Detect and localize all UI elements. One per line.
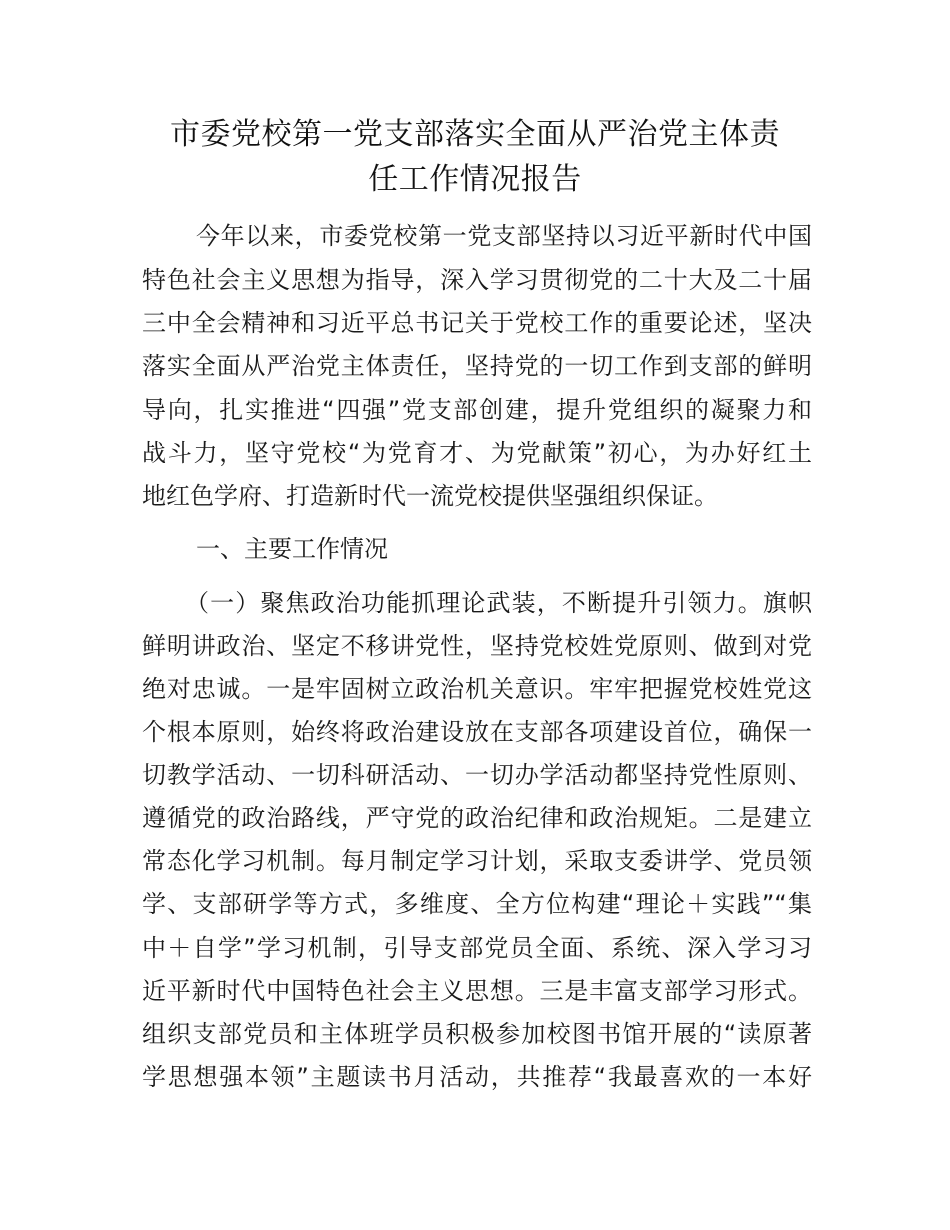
paragraph-subsection-line: 绝对忠诚。一是牢固树立政治机关意识。牢牢把握党校姓党这 bbox=[142, 675, 812, 703]
document-title-line-2: 任工作情况报告 bbox=[368, 162, 582, 197]
paragraph-subsection-line: 组织支部党员和主体班学员积极参加校图书馆开展的“读原著 bbox=[142, 1020, 812, 1048]
paragraph-subsection-line: 中＋自学”学习机制，引导支部党员全面、系统、深入学习习 bbox=[142, 934, 812, 962]
paragraph-subsection-line: （一）聚焦政治功能抓理论武装，不断提升引领力。旗帜 bbox=[185, 589, 812, 617]
paragraph-subsection-line: 学、支部研学等方式，多维度、全方位构建“理论＋实践”“集 bbox=[142, 890, 812, 918]
paragraph-subsection-line: 遵循党的政治路线，严守党的政治纪律和政治规矩。二是建立 bbox=[142, 804, 812, 832]
paragraph-intro-line: 特色社会主义思想为指导，深入学习贯彻党的二十大及二十届 bbox=[142, 266, 812, 294]
paragraph-intro-line: 落实全面从严治党主体责任，坚持党的一切工作到支部的鲜明 bbox=[142, 352, 812, 380]
paragraph-subsection-line: 近平新时代中国特色社会主义思想。三是丰富支部学习形式。 bbox=[142, 977, 812, 1005]
paragraph-intro-line: 导向，扎实推进“四强”党支部创建，提升党组织的凝聚力和 bbox=[142, 396, 812, 424]
paragraph-subsection-line: 鲜明讲政治、坚定不移讲党性，坚持党校姓党原则、做到对党 bbox=[142, 632, 812, 660]
document-title-line-1: 市委党校第一党支部落实全面从严治党主体责 bbox=[170, 117, 780, 152]
paragraph-intro-line: 战斗力，坚守党校“为党育才、为党献策”初心，为办好红土 bbox=[142, 439, 812, 467]
paragraph-subsection-line: 个根本原则，始终将政治建设放在支部各项建设首位，确保一 bbox=[142, 718, 812, 746]
section-heading: 一、主要工作情况 bbox=[196, 535, 388, 563]
paragraph-subsection-line: 切教学活动、一切科研活动、一切办学活动都坚持党性原则、 bbox=[142, 761, 812, 789]
paragraph-subsection-line: 常态化学习机制。每月制定学习计划，采取支委讲学、党员领 bbox=[142, 847, 812, 875]
paragraph-intro-line: 地红色学府、打造新时代一流党校提供坚强组织保证。 bbox=[142, 482, 718, 510]
paragraph-intro-line: 三中全会精神和习近平总书记关于党校工作的重要论述，坚决 bbox=[142, 309, 812, 337]
paragraph-subsection-line: 学思想强本领”主题读书月活动，共推荐“我最喜欢的一本好 bbox=[142, 1063, 812, 1091]
paragraph-intro-line: 今年以来，市委党校第一党支部坚持以习近平新时代中国 bbox=[196, 222, 812, 250]
